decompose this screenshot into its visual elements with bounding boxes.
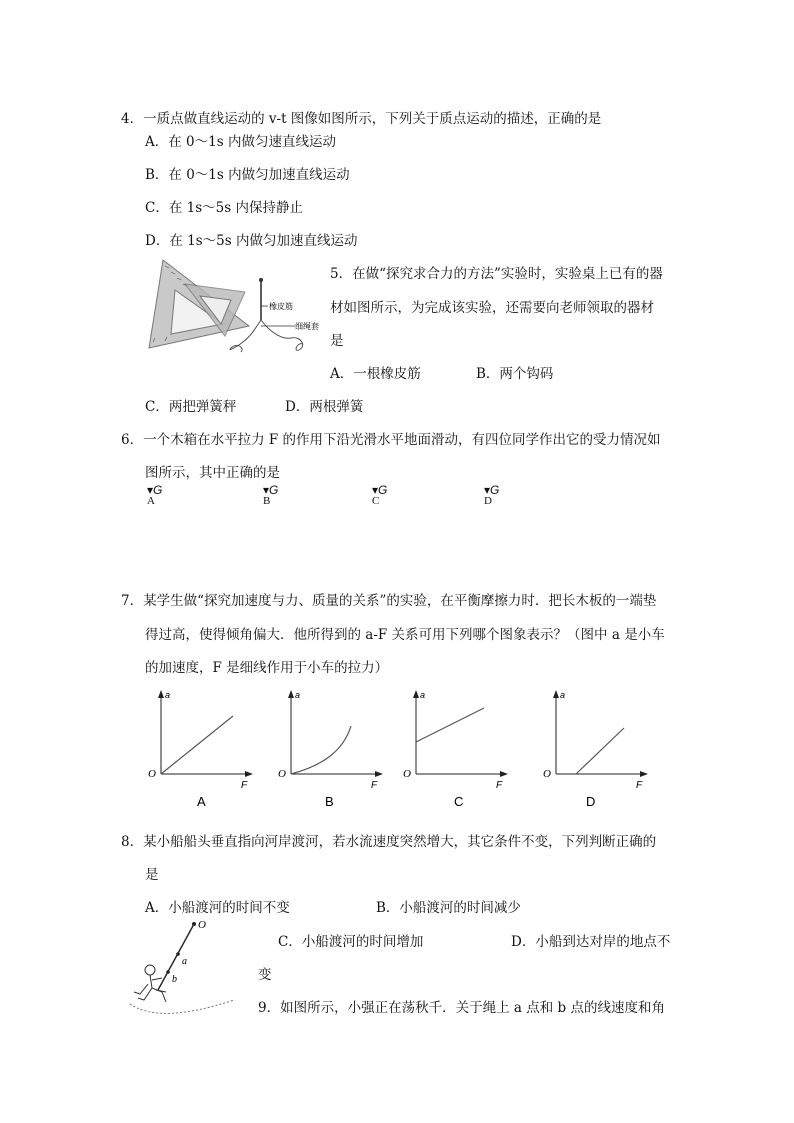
q8-number: 8．: [121, 834, 144, 850]
q7-number: 7．: [121, 593, 144, 609]
q7-graph-b-letter: B: [325, 794, 334, 809]
q7-graph-c-y-label: a: [420, 690, 426, 700]
q7-graph-a-x-label: F: [241, 780, 248, 791]
q8-option-d-line2: 变: [258, 967, 272, 983]
q4-option-a: A．在 0～1s 内做匀速直线运动: [145, 134, 336, 150]
q7-stem-text-1: 某学生做“探究加速度与力、质量的关系”的实验，在平衡摩擦力时．把长木板的一端垫: [143, 593, 657, 609]
down-arrow-icon: ▾: [147, 483, 154, 497]
q7-graph-d-letter: D: [586, 794, 596, 809]
q6-force-label-d: G: [490, 483, 500, 497]
q8-stem-line1: [121, 833, 656, 851]
q8-option-c: C．小船渡河的时间增加: [278, 934, 424, 950]
q7-graph-d-x-label: F: [636, 780, 643, 791]
q4-stem-text: 一质点做直线运动的 v-t 图像如图所示，下列关于质点运动的描述，正确的是: [143, 111, 602, 127]
q9-point-a-label: a: [182, 956, 187, 967]
q7-graph-d-y-label: a: [560, 690, 566, 700]
q7-graph-b-y-label: a: [295, 690, 301, 700]
q6-stem-text-1: 一个木箱在水平拉力 F 的作用下沿光滑水平地面滑动，有四位同学作出它的受力情况如: [143, 432, 661, 448]
q9-stem: 9．如图所示，小强正在荡秋千．关于绳上 a 点和 b 点的线速度和角: [258, 1000, 665, 1016]
q7-stem-line2: 得过高，使得倾角偏大．他所得到的 a-F 关系可用下列哪个图象表示？（图中 a 是小车: [145, 627, 665, 643]
q6-force-label-c: G: [378, 483, 388, 497]
q9-point-b-label: b: [172, 974, 177, 985]
q4-stem: [121, 110, 601, 128]
q5-option-d: D．两根弹簧: [285, 399, 364, 415]
q7-graph-c-origin: O: [403, 768, 411, 780]
q7-graph-b-x-label: F: [371, 780, 378, 791]
q5-option-b: B．两个钩码: [476, 366, 554, 382]
q4-option-b: B．在 0～1s 内做匀加速直线运动: [145, 167, 350, 183]
q6-number: 6．: [121, 432, 144, 448]
q6-choice-c: [372, 483, 388, 507]
q6-stem-line1: [121, 431, 661, 449]
q7-stem-line3: 的加速度，F 是细线作用于小车的拉力）: [145, 660, 389, 676]
q7-graph-c-x-label: F: [496, 780, 503, 791]
q5-stem-line2: 材如图所示，为完成该实验，还需要向老师领取的器材: [330, 300, 654, 316]
q4-number: 4．: [121, 111, 144, 127]
q7-graph-d-origin: O: [543, 768, 551, 780]
q8-option-a: A．小船渡河的时间不变: [145, 900, 290, 916]
q7-stem-line1: [121, 592, 656, 610]
q4-option-d: D．在 1s～5s 内做匀加速直线运动: [145, 233, 358, 249]
q5-rubber-band-label: 橡皮筋: [269, 302, 293, 311]
q4-option-c: C．在 1s～5s 内保持静止: [145, 200, 303, 216]
q7-graph-a-y-label: a: [165, 690, 171, 700]
q8-option-d-line1: D．小船到达对岸的地点不: [511, 934, 671, 950]
q6-letter-b: B: [263, 495, 271, 507]
q6-stem-line2: 图所示，其中正确的是: [145, 465, 280, 481]
q9-pivot-label: O: [198, 919, 206, 931]
q5-string-loop-label: 细绳套: [295, 322, 319, 331]
q6-letter-a: A: [147, 495, 155, 507]
q6-letter-c: C: [372, 495, 380, 507]
q8-stem-text-1: 某小船船头垂直指向河岸渡河，若水流速度突然增大，其它条件不变，下列判断正确的: [143, 834, 657, 850]
q7-graph-a-origin: O: [148, 768, 156, 780]
q5-equipment-figure: [145, 256, 330, 356]
down-arrow-icon: ▾: [484, 483, 491, 497]
q6-force-label-a: G: [153, 483, 163, 497]
q5-stem-line3: 是: [330, 333, 344, 349]
q6-force-label-b: G: [269, 483, 279, 497]
down-arrow-icon: ▾: [263, 483, 270, 497]
q7-graph-a-letter: A: [197, 794, 206, 809]
q7-graph-c-letter: C: [454, 794, 464, 809]
q7-graph-b: [275, 688, 385, 810]
q9-swing-figure: [126, 918, 256, 1018]
q6-letter-d: D: [484, 495, 492, 507]
q8-option-b: B．小船渡河的时间减少: [376, 900, 521, 916]
q5-stem-line1: 5．在做“探究求合力的方法”实验时，实验桌上已有的器: [330, 266, 663, 282]
q8-stem-line2: 是: [145, 867, 159, 883]
q7-graph-a: [145, 688, 255, 810]
q6-choice-d: [484, 483, 500, 507]
q5-option-a: A．一根橡皮筋: [330, 366, 421, 382]
q7-graph-b-origin: O: [278, 768, 286, 780]
q7-graph-c: [400, 688, 510, 810]
q6-choice-a: [147, 483, 163, 507]
q6-choice-b: [263, 483, 279, 507]
q5-option-c: C．两把弹簧秤: [145, 399, 237, 415]
down-arrow-icon: ▾: [372, 483, 379, 497]
q7-graph-d: [540, 688, 650, 810]
